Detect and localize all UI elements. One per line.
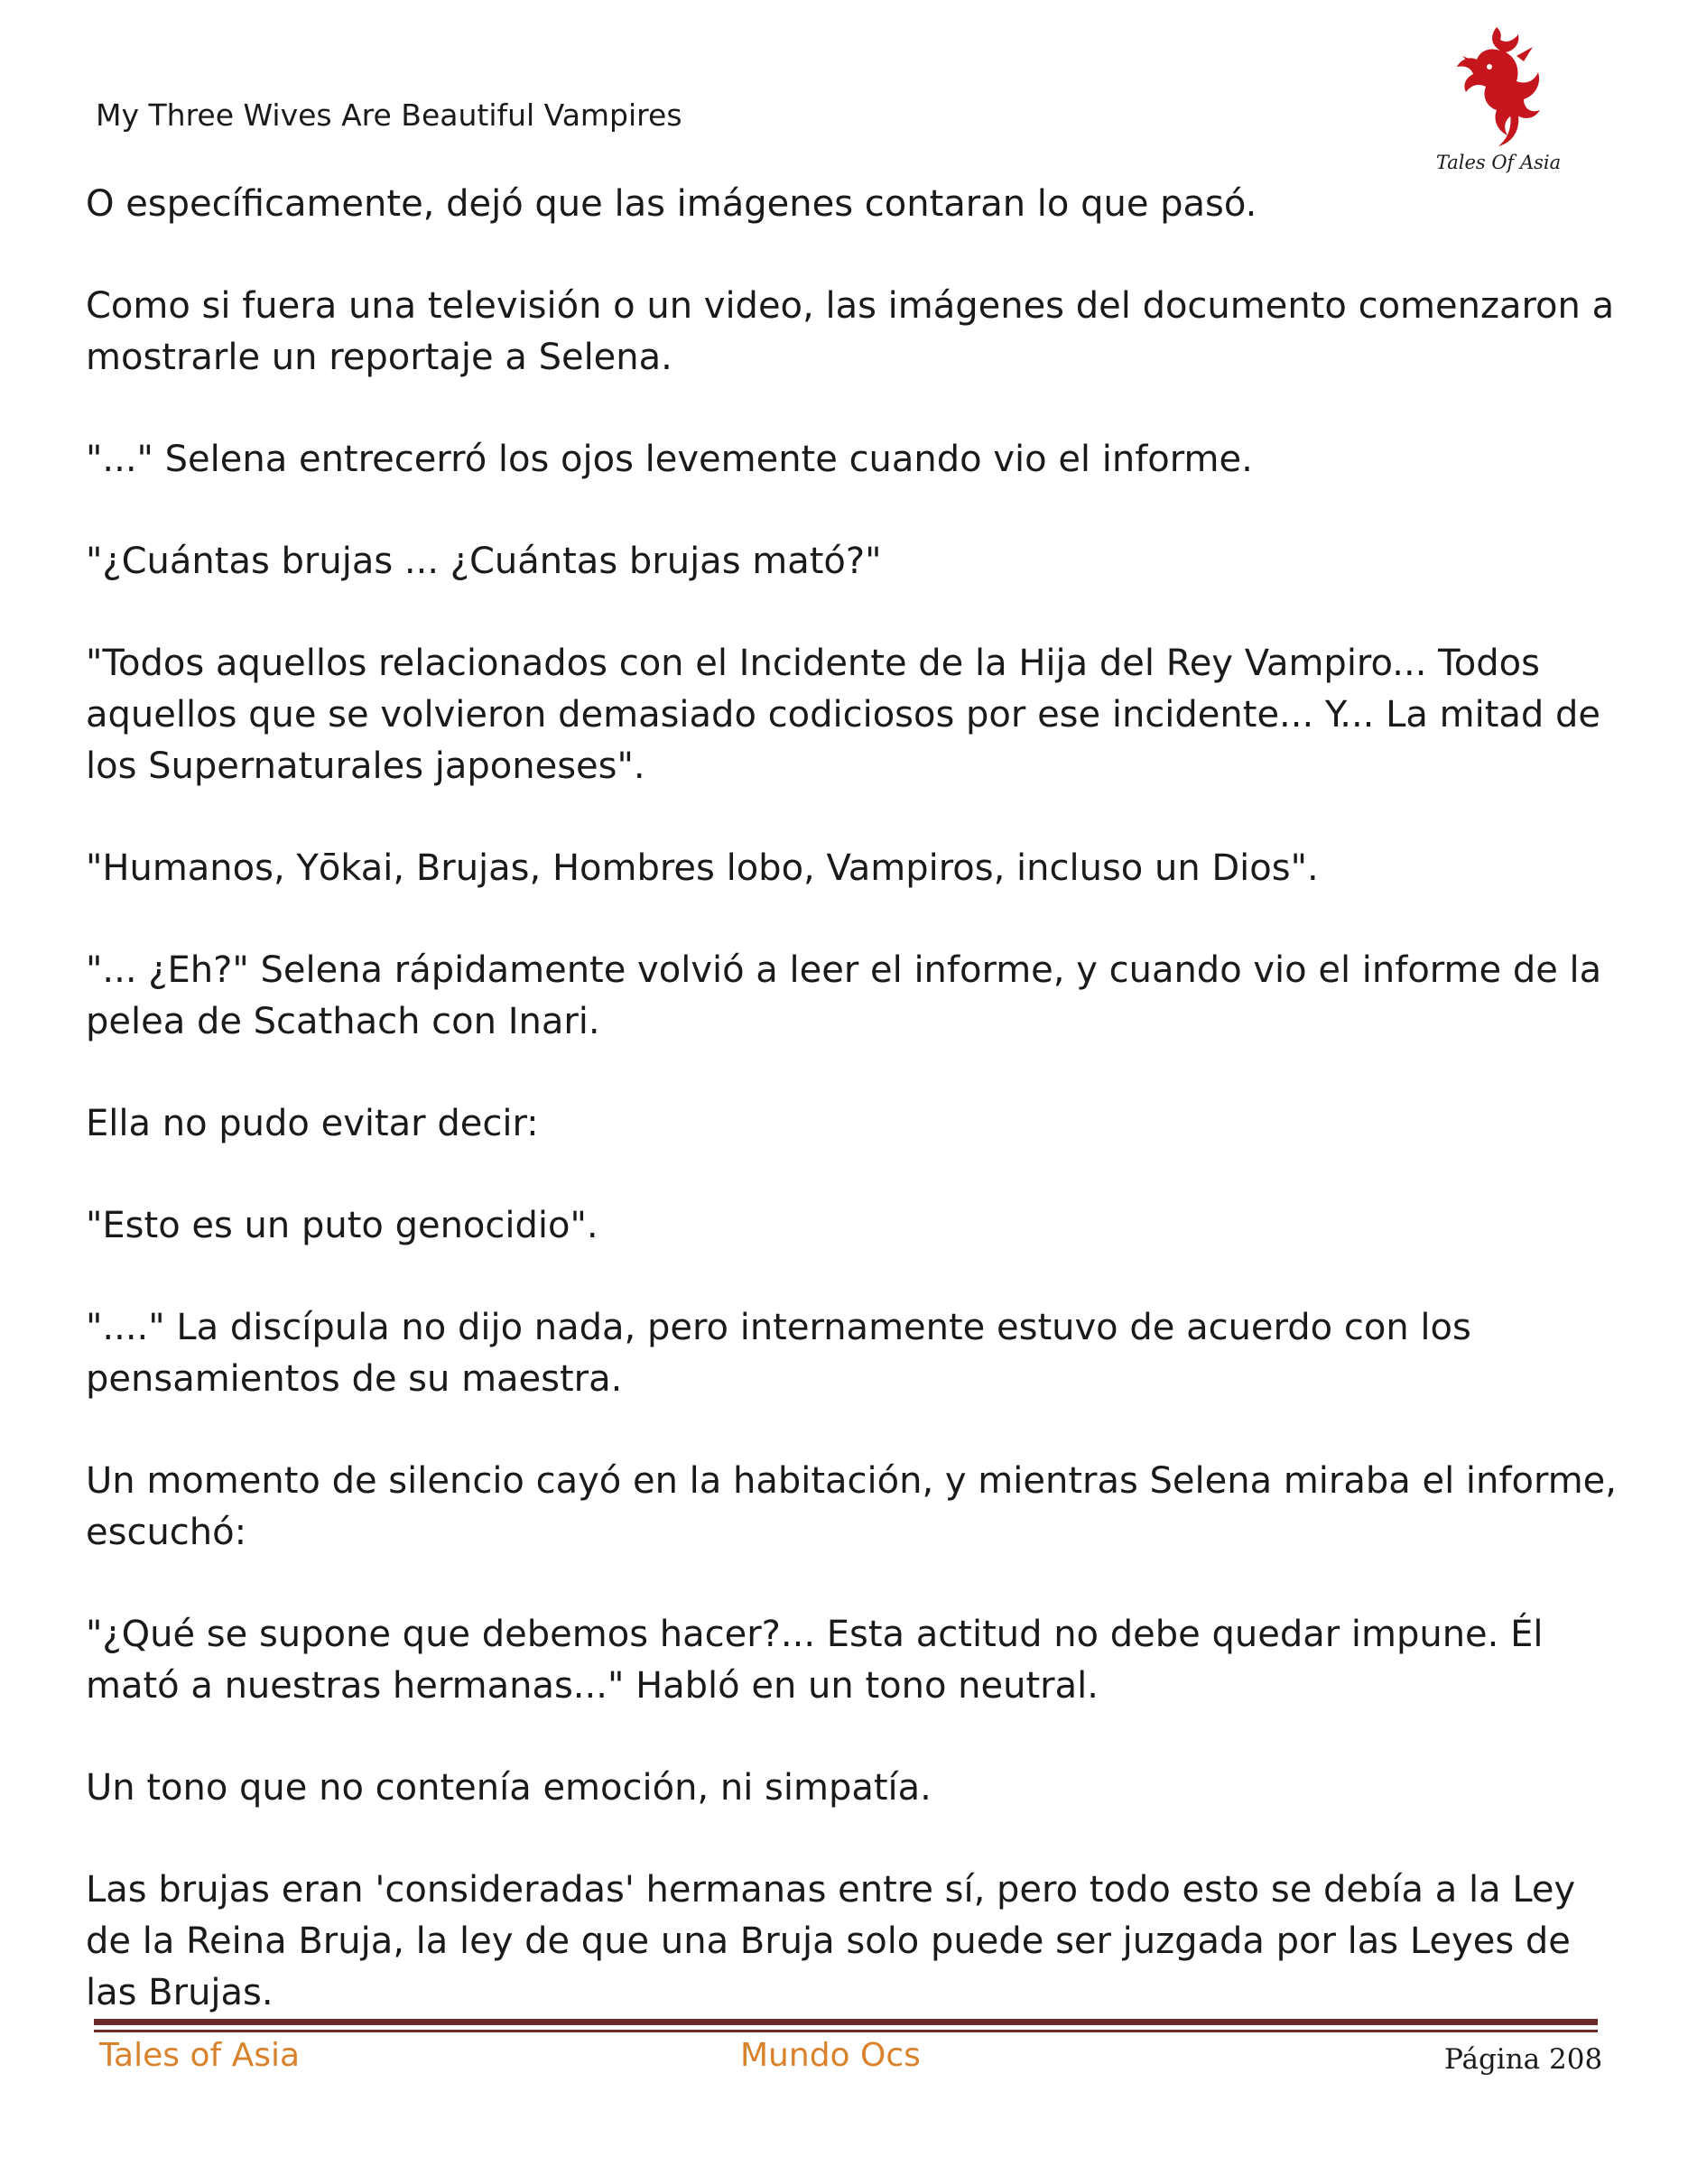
paragraph: "Esto es un puto genocidio". [86, 1205, 598, 1246]
paragraph: "¿Qué se supone que debemos hacer?... Esta actitud no debe quedar impune. Él mató a nuestras hermanas..." Habló en un tono neutral. [86, 1614, 1544, 1707]
paragraph: "... ¿Eh?" Selena rápidamente volvió a leer el informe, y cuando vio el informe de la pelea de Scathach con Inari. [86, 949, 1602, 1042]
footer-translator: Mundo Ocs [740, 2037, 921, 2074]
paragraph: Un tono que no contenía emoción, ni simpatía. [86, 1767, 932, 1809]
paragraph: "Humanos, Yōkai, Brujas, Hombres lobo, Vampiros, incluso un Dios". [86, 847, 1319, 889]
logo-text: Tales Of Asia [1435, 152, 1562, 173]
paragraph: "¿Cuántas brujas ... ¿Cuántas brujas mató?" [86, 541, 882, 582]
footer-rule-thick [94, 2019, 1598, 2025]
paragraph: Las brujas eran 'consideradas' hermanas entre sí, pero todo esto se debía a la Ley de la Reina Bruja, la ley de que una Bruja solo puede ser juzgada por las Leyes de las Brujas. [86, 1869, 1576, 2013]
page-number: Página 208 [1444, 2043, 1603, 2076]
footer-rule-thin [94, 2030, 1598, 2032]
paragraph: Ella no pudo evitar decir: [86, 1103, 539, 1144]
red-dragon-icon [1426, 20, 1562, 155]
header-title: My Three Wives Are Beautiful Vampires [96, 97, 682, 133]
paragraph: "..." Selena entrecerró los ojos levemente cuando vio el informe. [86, 439, 1253, 480]
paragraph: Como si fuera una televisión o un video, las imágenes del documento comenzaron a mostrarle un reportaje a Selena. [86, 285, 1615, 378]
paragraph: "...." La discípula no dijo nada, pero internamente estuvo de acuerdo con los pensamientos de su maestra. [86, 1307, 1471, 1400]
paragraph: "Todos aquellos relacionados con el Incidente de la Hija del Rey Vampiro... Todos aquellos que se volvieron demasiado codiciosos por ese incidente... Y... La mitad de los Supernaturales japoneses". [86, 643, 1600, 787]
paragraph: Un momento de silencio cayó en la habitación, y mientras Selena miraba el informe, escuchó: [86, 1460, 1617, 1553]
footer-site-name: Tales of Asia [99, 2037, 301, 2074]
paragraph: O específicamente, dejó que las imágenes contaran lo que pasó. [86, 183, 1257, 225]
chapter-body [86, 179, 1620, 2069]
